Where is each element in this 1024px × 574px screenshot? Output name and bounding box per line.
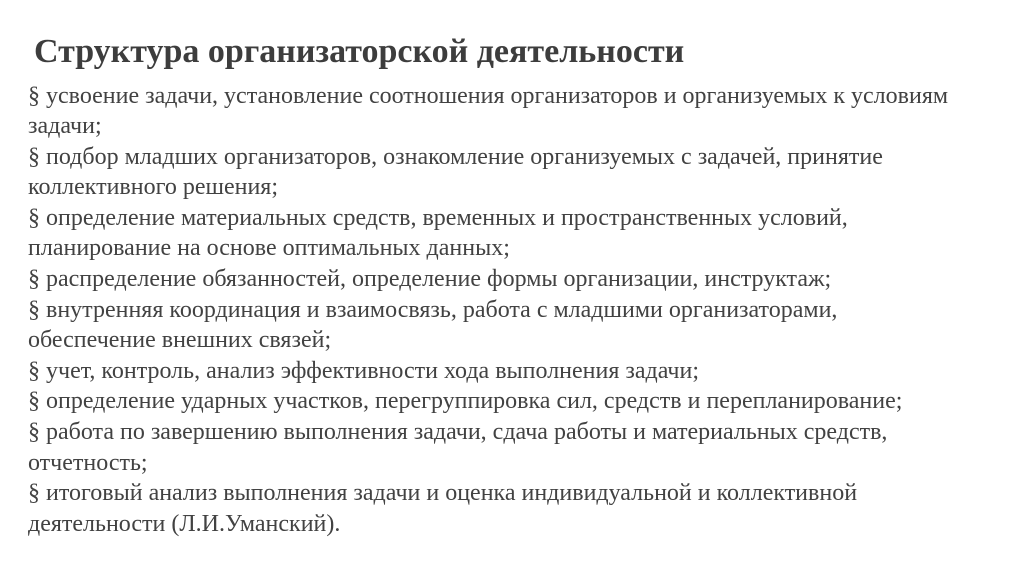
bullet-item bbox=[28, 478, 954, 539]
section-marker: § bbox=[28, 143, 40, 170]
bullet-text: подбор младших организаторов, ознакомление организуемых с задачей, принятие коллективного решения; bbox=[28, 143, 883, 201]
section-marker: § bbox=[28, 266, 40, 293]
bullet-item bbox=[28, 142, 954, 203]
bullet-item bbox=[28, 386, 954, 417]
bullet-text: распределение обязанностей, определение формы организации, инструктаж; bbox=[46, 266, 832, 293]
bullet-item bbox=[28, 81, 954, 142]
section-marker: § bbox=[28, 357, 40, 384]
bullet-list bbox=[28, 81, 954, 540]
bullet-text: усвоение задачи, установление соотношения организаторов и организуемых к условиям задачи; bbox=[28, 82, 949, 140]
section-marker: § bbox=[28, 419, 40, 446]
bullet-text: работа по завершению выполнения задачи, сдача работы и материальных средств, отчетность; bbox=[28, 419, 888, 476]
section-marker: § bbox=[28, 82, 40, 109]
bullet-text: внутренняя координация и взаимосвязь, работа с младшими организаторами, обеспечение внешних связей; bbox=[28, 296, 838, 354]
bullet-text: определение материальных средств, временных и пространственных условий, планирование на основе оптимальных данных; bbox=[28, 204, 848, 262]
section-marker: § bbox=[28, 204, 40, 231]
bullet-item bbox=[28, 264, 954, 295]
section-marker: § bbox=[28, 480, 40, 507]
bullet-item bbox=[28, 203, 954, 264]
bullet-item bbox=[28, 417, 954, 478]
section-marker: § bbox=[28, 388, 40, 415]
bullet-text: учет, контроль, анализ эффективности хода выполнения задачи; bbox=[46, 357, 700, 384]
bullet-item bbox=[28, 356, 954, 387]
bullet-text: итоговый анализ выполнения задачи и оценка индивидуальной и коллективной деятельности (Л.И.Уманский). bbox=[28, 480, 858, 537]
bullet-text: определение ударных участков, перегруппировка сил, средств и перепланирование; bbox=[46, 388, 903, 415]
section-marker: § bbox=[28, 296, 40, 323]
slide-title: Структура организаторской деятельности bbox=[34, 33, 685, 70]
bullet-item bbox=[28, 295, 954, 356]
